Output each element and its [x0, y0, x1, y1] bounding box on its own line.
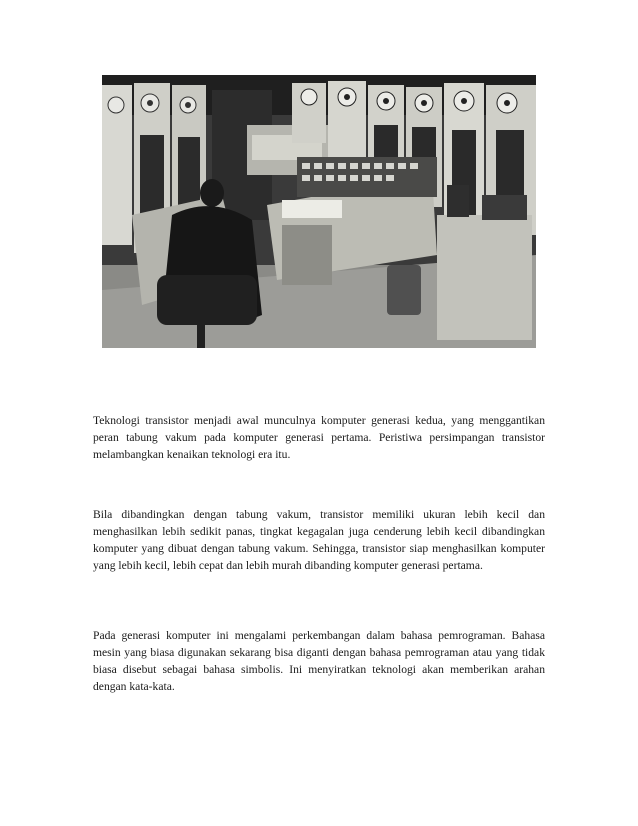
paragraph-second-generation-intro: Teknologi transistor menjadi awal munculnya komputer generasi kedua, yang menggantikan peran tabung vakum pada komputer generasi pertama. Peristiwa persimpangan transistor melambangkan kenaikan teknologi era itu.	[93, 414, 545, 461]
paragraph-transistor-advantages: Bila dibandingkan dengan tabung vakum, transistor memiliki ukuran lebih kecil dan menghasilkan lebih sedikit panas, tingkat kegagalan juga cenderung lebih kecil dibandingkan komputer yang dibuat dengan tabung vakum. Sehingga, transistor siap menghasilkan komputer yang lebih kecil, lebih cepat dan lebih murah dibanding komputer generasi pertama.	[93, 508, 545, 572]
paragraph-programming-languages: Pada generasi komputer ini mengalami perkembangan dalam bahasa pemrograman. Bahasa mesin yang biasa digunakan sekarang bisa diganti dengan bahasa pemrograman atau yang tidak biasa disebut sebagai bahasa simbolis. Ini menyiratkan teknologi akan memberikan arahan dengan kata-kata.	[93, 629, 545, 693]
photograph-icon	[102, 75, 536, 348]
computer-room-photo	[102, 75, 536, 348]
